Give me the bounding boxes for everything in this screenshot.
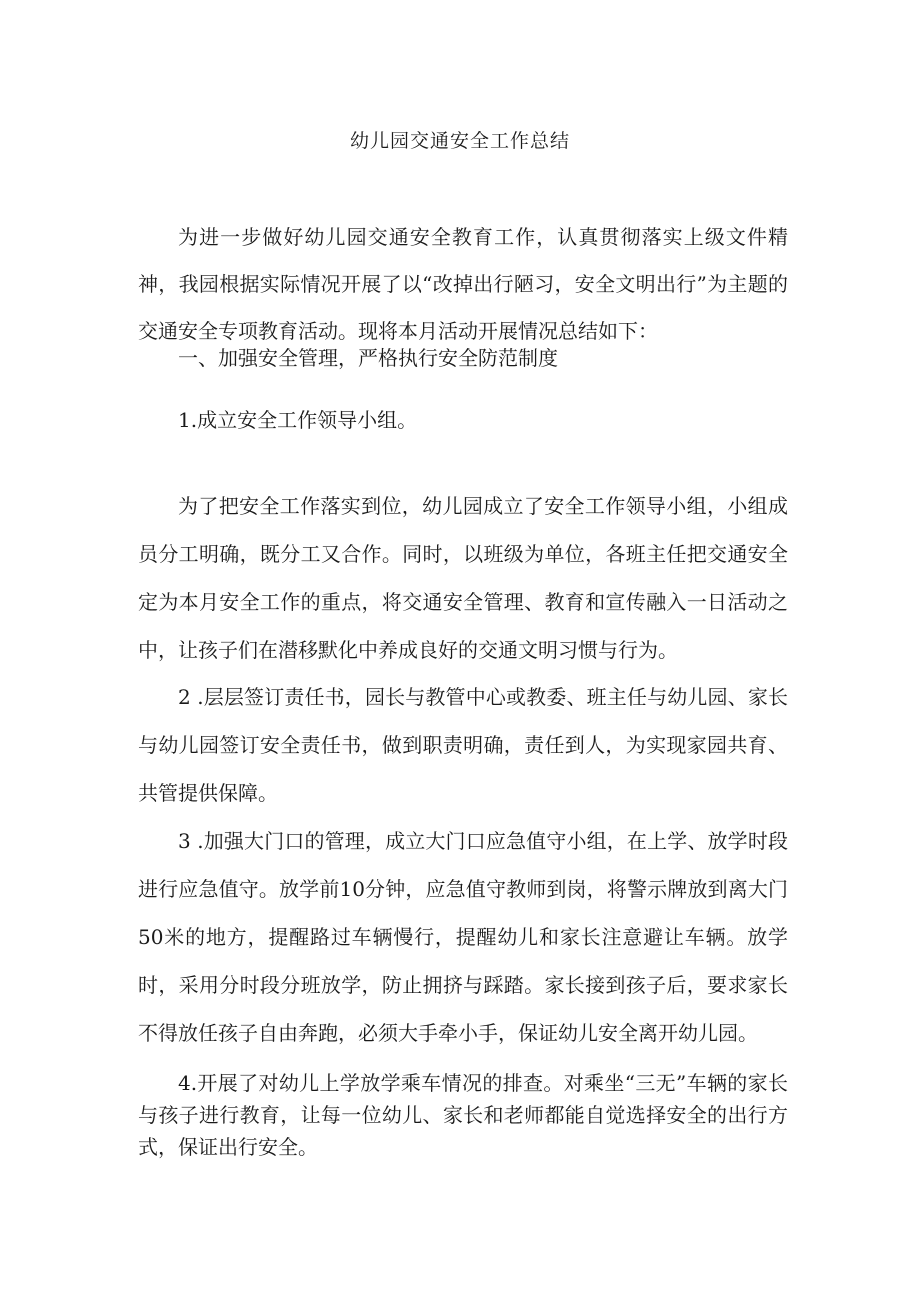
section-heading-1: 一、加强安全管理，严格执行安全防范制度	[178, 346, 558, 370]
item-paragraph-4: 4.开展了对幼儿上学放学乘车情况的排查。对乘坐“三无”车辆的家长与孩子进行教育，让每一位幼儿、家长和老师都能自觉选择安全的出行方式，保证出行安全。	[138, 1071, 788, 1159]
document-title: 幼儿园交通安全工作总结	[349, 130, 570, 152]
item-paragraph-2: 2 .层层签订责任书，园长与教管中心或教委、班主任与幼儿园、家长与幼儿园签订安全责任书，做到职责明确，责任到人，为实现家园共育、共管提供保障。	[138, 685, 788, 805]
item-paragraph-3: 3 .加强大门口的管理，成立大门口应急值守小组，在上学、放学时段进行应急值守。放学前10分钟，应急值守教师到岗，将警示牌放到离大门50米的地方，提醒路过车辆慢行，提醒幼儿和家长注意避让车辆。放学时，采用分时段分班放学，防止拥挤与踩踏。家长接到孩子后，要求家长不得放任孩子自由奔跑，必须大手牵小手，保证幼儿安全离开幼儿园。	[138, 829, 788, 1045]
body-paragraph-1: 为了把安全工作落实到位，幼儿园成立了安全工作领导小组，小组成员分工明确，既分工又合作。同时，以班级为单位，各班主任把交通安全定为本月安全工作的重点，将交通安全管理、教育和宣传融入一日活动之中，让孩子们在潜移默化中养成良好的交通文明习惯与行为。	[138, 494, 788, 662]
item-heading-1: 1.成立安全工作领导小组。	[178, 408, 418, 432]
intro-paragraph: 为进一步做好幼儿园交通安全教育工作，认真贯彻落实上级文件精神，我园根据实际情况开展了以“改掉出行陋习，安全文明出行”为主题的交通安全专项教育活动。现将本月活动开展情况总结如下：	[138, 225, 788, 343]
